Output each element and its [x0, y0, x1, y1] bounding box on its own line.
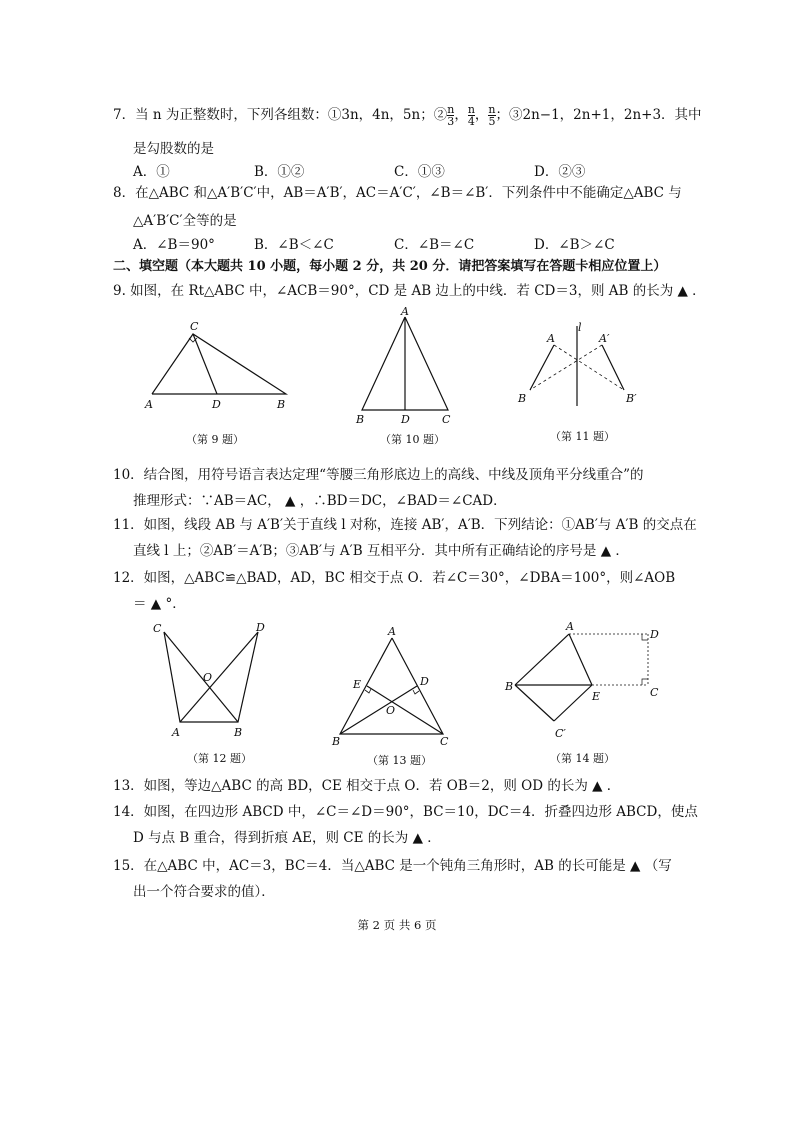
fig14-label-e: E — [592, 690, 601, 703]
q12-line2: ＝ ▲ °． — [133, 596, 186, 612]
fig11-label-a-prime: A′ — [599, 332, 610, 345]
q7-line1: 7．当 n 为正整数时，下列各组数：①3n，4n，5n；② $\frac{n}{3}$ ， $\frac{n}{4}$ ， $\frac{n}{5}$ ；③2n−1，2n+1，2n+3．其中 — [113, 103, 702, 128]
fig10-label-a: A — [401, 305, 409, 318]
fig14-label-c: C — [650, 686, 659, 699]
q7-option-c: C．①③ — [394, 164, 445, 180]
q8-line1: 8．在△ABC 和△A′B′C′中，AB＝A′B′，AC＝A′C′，∠B＝∠B′．下列条件中不能确定△ABC 与 — [113, 185, 682, 201]
fig12-label-o: O — [203, 671, 213, 684]
fig13-label-a: A — [388, 625, 396, 638]
caption-10: （第 10 题） — [380, 433, 445, 446]
q7-line2: 是勾股数的是 — [133, 141, 214, 157]
caption-14: （第 14 题） — [550, 752, 615, 765]
fig10-label-d: D — [401, 413, 410, 426]
q13-text: 13．如图，等边△ABC 的高 BD，CE 相交于点 O．若 OB＝2，则 OD 的长为 ▲ ． — [113, 778, 621, 794]
q14-line2: D 与点 B 重合，得到折痕 AE，则 CE 的长为 ▲ ． — [133, 830, 441, 846]
fig11-label-b: B — [518, 392, 527, 405]
fig9-label-b: B — [277, 398, 286, 411]
figure-10 — [350, 305, 460, 430]
q8-option-b: B．∠B＜∠C — [254, 237, 334, 253]
section-2-header: 二、填空题（本大题共 10 小题，每小题 2 分，共 20 分．请把答案填写在答题卡相应位置上） — [113, 259, 667, 274]
caption-11: （第 11 题） — [550, 430, 615, 443]
fig11-label-b-prime: B′ — [626, 392, 637, 405]
q8-option-c: C．∠B＝∠C — [394, 237, 475, 253]
q10-line1: 10．结合图，用符号语言表达定理“等腰三角形底边上的高线、中线及顶角平分线重合”的 — [113, 467, 644, 483]
q9-text: 9. 如图，在 Rt△ABC 中，∠ACB＝90°，CD 是 AB 边上的中线．若 CD＝3，则 AB 的长为 ▲ ． — [113, 283, 706, 299]
q7-option-a: A．① — [133, 164, 170, 180]
q12-line1: 12．如图，△ABC≌△BAD，AD，BC 相交于点 O．若∠C＝30°，∠DBA＝100°，则∠AOB — [113, 570, 676, 586]
q15-line1: 15．在△ABC 中，AC＝3，BC＝4．当△ABC 是一个钝角三角形时，AB 的长可能是 ▲ （写 — [113, 858, 672, 874]
figure-12 — [150, 618, 275, 743]
caption-9: （第 9 题） — [186, 433, 244, 446]
q14-line1: 14．如图，在四边形 ABCD 中，∠C＝∠D＝90°，BC＝10，DC＝4．折叠四边形 ABCD，使点 — [113, 804, 698, 820]
figure-13 — [325, 624, 460, 749]
fig14-label-a: A — [566, 620, 574, 633]
fig12-label-c: C — [153, 622, 162, 635]
fig12-label-b: B — [234, 726, 243, 739]
fig13-label-o: O — [386, 704, 396, 717]
fig9-label-c: C — [190, 320, 199, 333]
caption-13: （第 13 题） — [367, 754, 432, 767]
q8-line2: △A′B′C′全等的是 — [133, 213, 237, 229]
page-footer: 第 2 页 共 6 页 — [357, 918, 437, 932]
fig10-label-b: B — [356, 413, 365, 426]
fig11-label-a: A — [547, 332, 555, 345]
fig13-label-e: E — [353, 678, 362, 691]
q11-line2: 直线 l 上；②AB′＝A′B；③AB′与 A′B 互相平分．其中所有正确结论的序号是 ▲ ． — [133, 543, 629, 559]
fig11-label-l: l — [578, 321, 582, 334]
caption-12: （第 12 题） — [187, 752, 252, 765]
fig9-label-d: D — [212, 398, 221, 411]
q8-option-a: A．∠B＝90° — [133, 237, 215, 253]
q7-option-d: D．②③ — [534, 164, 586, 180]
fig14-label-d: D — [650, 628, 659, 641]
fig13-label-c: C — [440, 735, 449, 748]
fig12-label-a: A — [172, 726, 180, 739]
fig13-label-b: B — [332, 735, 341, 748]
figure-9 — [140, 318, 300, 418]
fig14-label-b: B — [505, 680, 514, 693]
q15-line2: 出一个符合要求的值）． — [133, 884, 275, 900]
q8-option-d: D．∠B＞∠C — [534, 237, 615, 253]
figure-11 — [510, 318, 650, 413]
fig12-label-d: D — [256, 621, 265, 634]
q7-option-b: B．①② — [254, 164, 305, 180]
fig10-label-c: C — [442, 413, 451, 426]
fig13-label-d: D — [420, 675, 429, 688]
fig9-label-a: A — [145, 398, 153, 411]
q10-line2: 推理形式：∵AB＝AC， ▲ ，∴BD＝DC，∠BAD＝∠CAD． — [133, 493, 507, 509]
q11-line1: 11．如图，线段 AB 与 A′B′关于直线 l 对称，连接 AB′，A′B．下列结论：①AB′与 A′B 的交点在 — [113, 517, 697, 533]
figure-14 — [500, 618, 670, 743]
fig14-label-c-prime: C′ — [555, 727, 566, 740]
